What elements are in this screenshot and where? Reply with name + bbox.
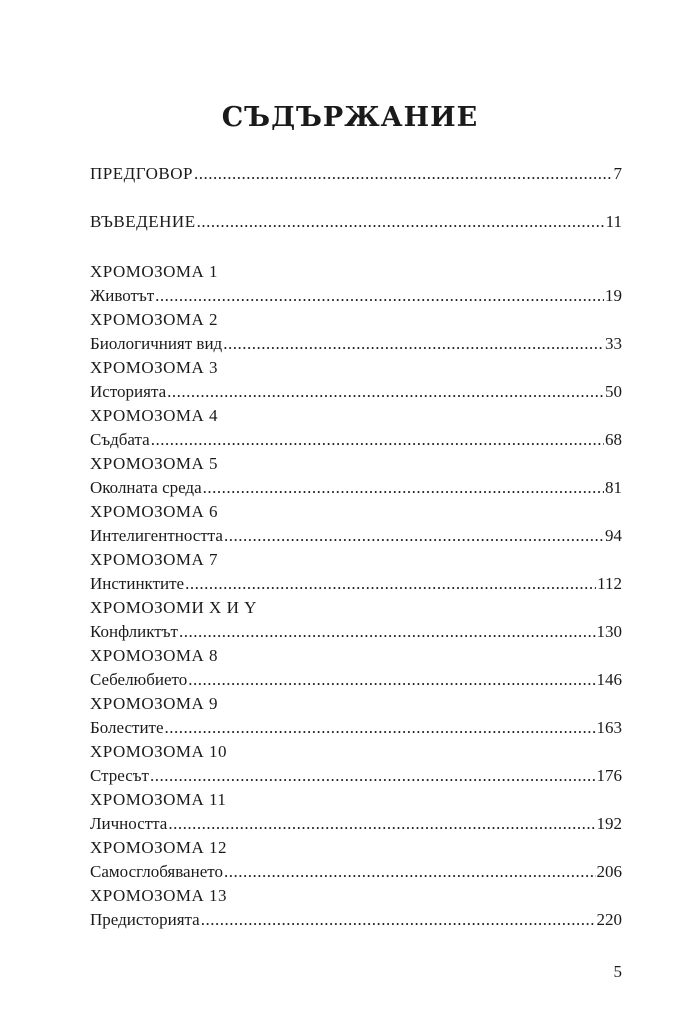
toc-entry-title: Биологичният вид <box>90 334 223 353</box>
dot-leader <box>194 162 613 186</box>
toc-entry-title: Самосглобяването <box>90 862 223 881</box>
toc-entry[interactable] <box>90 860 622 884</box>
toc-entry-title: Околната среда <box>90 478 202 497</box>
dot-leader <box>197 210 605 234</box>
toc-entry-title: Предисторията <box>90 910 200 929</box>
toc-entry[interactable] <box>90 764 622 788</box>
toc-entry[interactable] <box>90 716 622 740</box>
toc-page-number: 94 <box>605 526 622 545</box>
toc-entry-title: Стресът <box>90 766 149 785</box>
toc-entry[interactable] <box>90 476 622 500</box>
toc-entry-title: Съдбата <box>90 430 150 449</box>
toc-entry[interactable] <box>90 668 622 692</box>
toc-entry-title: Конфликтът <box>90 622 178 641</box>
toc-entry[interactable] <box>90 572 622 596</box>
chapter-heading: ХРОМОЗОМА 6 <box>90 502 219 521</box>
toc-entry[interactable] <box>90 524 622 548</box>
chapter-heading: ХРОМОЗОМА 10 <box>90 742 228 761</box>
toc-entry-introduction[interactable] <box>90 210 622 234</box>
toc-page-number: 206 <box>596 862 622 881</box>
toc-entry-title: ВЪВЕДЕНИЕ <box>90 212 196 231</box>
chapter-heading: ХРОМОЗОМА 11 <box>90 790 227 809</box>
dot-leader <box>185 572 596 596</box>
dot-leader <box>155 284 604 308</box>
toc-entry[interactable] <box>90 908 622 932</box>
toc-page-number: 220 <box>596 910 622 929</box>
page-number: 5 <box>613 962 622 981</box>
toc-entry[interactable] <box>90 284 622 308</box>
toc-page-number: 50 <box>605 382 622 401</box>
chapter-heading: ХРОМОЗОМА 12 <box>90 838 228 857</box>
dot-leader <box>150 764 596 788</box>
toc-page-number: 81 <box>605 478 622 497</box>
toc-entry-title: Интелигентността <box>90 526 223 545</box>
toc-entry[interactable] <box>90 428 622 452</box>
chapter-heading: ХРОМОЗОМА 5 <box>90 454 219 473</box>
dot-leader <box>201 908 596 932</box>
toc-page-number: 19 <box>605 286 622 305</box>
toc-entry-preface[interactable] <box>90 162 622 186</box>
chapter-heading: ХРОМОЗОМИ X И Y <box>90 598 257 617</box>
toc-page-number: 176 <box>596 766 622 785</box>
chapter-heading: ХРОМОЗОМА 2 <box>90 310 219 329</box>
toc-entry-title: Историята <box>90 382 167 401</box>
dot-leader <box>224 860 596 884</box>
dot-leader <box>168 812 595 836</box>
dot-leader <box>167 380 604 404</box>
toc-page-number: 68 <box>605 430 622 449</box>
chapter-heading: ХРОМОЗОМА 3 <box>90 358 219 377</box>
chapter-heading: ХРОМОЗОМА 1 <box>90 262 219 281</box>
chapter-heading: ХРОМОЗОМА 8 <box>90 646 219 665</box>
toc-entry-title: Животът <box>90 286 155 305</box>
toc-entry[interactable] <box>90 620 622 644</box>
dot-leader <box>179 620 596 644</box>
dot-leader <box>223 332 604 356</box>
chapter-heading: ХРОМОЗОМА 9 <box>90 694 219 713</box>
toc-page-number: 192 <box>596 814 622 833</box>
toc-page-number: 130 <box>596 622 622 641</box>
dot-leader <box>188 668 595 692</box>
toc-page-number: 146 <box>596 670 622 689</box>
toc-entry-title: Болестите <box>90 718 164 737</box>
toc-entry-title: Себелюбието <box>90 670 188 689</box>
toc-entry-title: Инстинктите <box>90 574 185 593</box>
dot-leader <box>151 428 604 452</box>
toc-entry[interactable] <box>90 812 622 836</box>
toc-page-number: 112 <box>597 574 622 593</box>
chapter-heading: ХРОМОЗОМА 13 <box>90 886 228 905</box>
toc-entry-title: ПРЕДГОВОР <box>90 164 193 183</box>
toc-entry[interactable] <box>90 380 622 404</box>
dot-leader <box>165 716 596 740</box>
dot-leader <box>203 476 604 500</box>
dot-leader <box>224 524 604 548</box>
toc-page-number: 7 <box>613 164 622 183</box>
toc-entry-title: Личността <box>90 814 168 833</box>
toc-page-number: 33 <box>605 334 622 353</box>
toc-page-number: 11 <box>605 212 622 231</box>
chapter-heading: ХРОМОЗОМА 4 <box>90 406 219 425</box>
toc-page-number: 163 <box>596 718 622 737</box>
toc-entry[interactable] <box>90 332 622 356</box>
chapter-heading: ХРОМОЗОМА 7 <box>90 550 219 569</box>
table-of-contents <box>90 162 622 932</box>
page-title: СЪДЪРЖАНИЕ <box>221 102 479 134</box>
